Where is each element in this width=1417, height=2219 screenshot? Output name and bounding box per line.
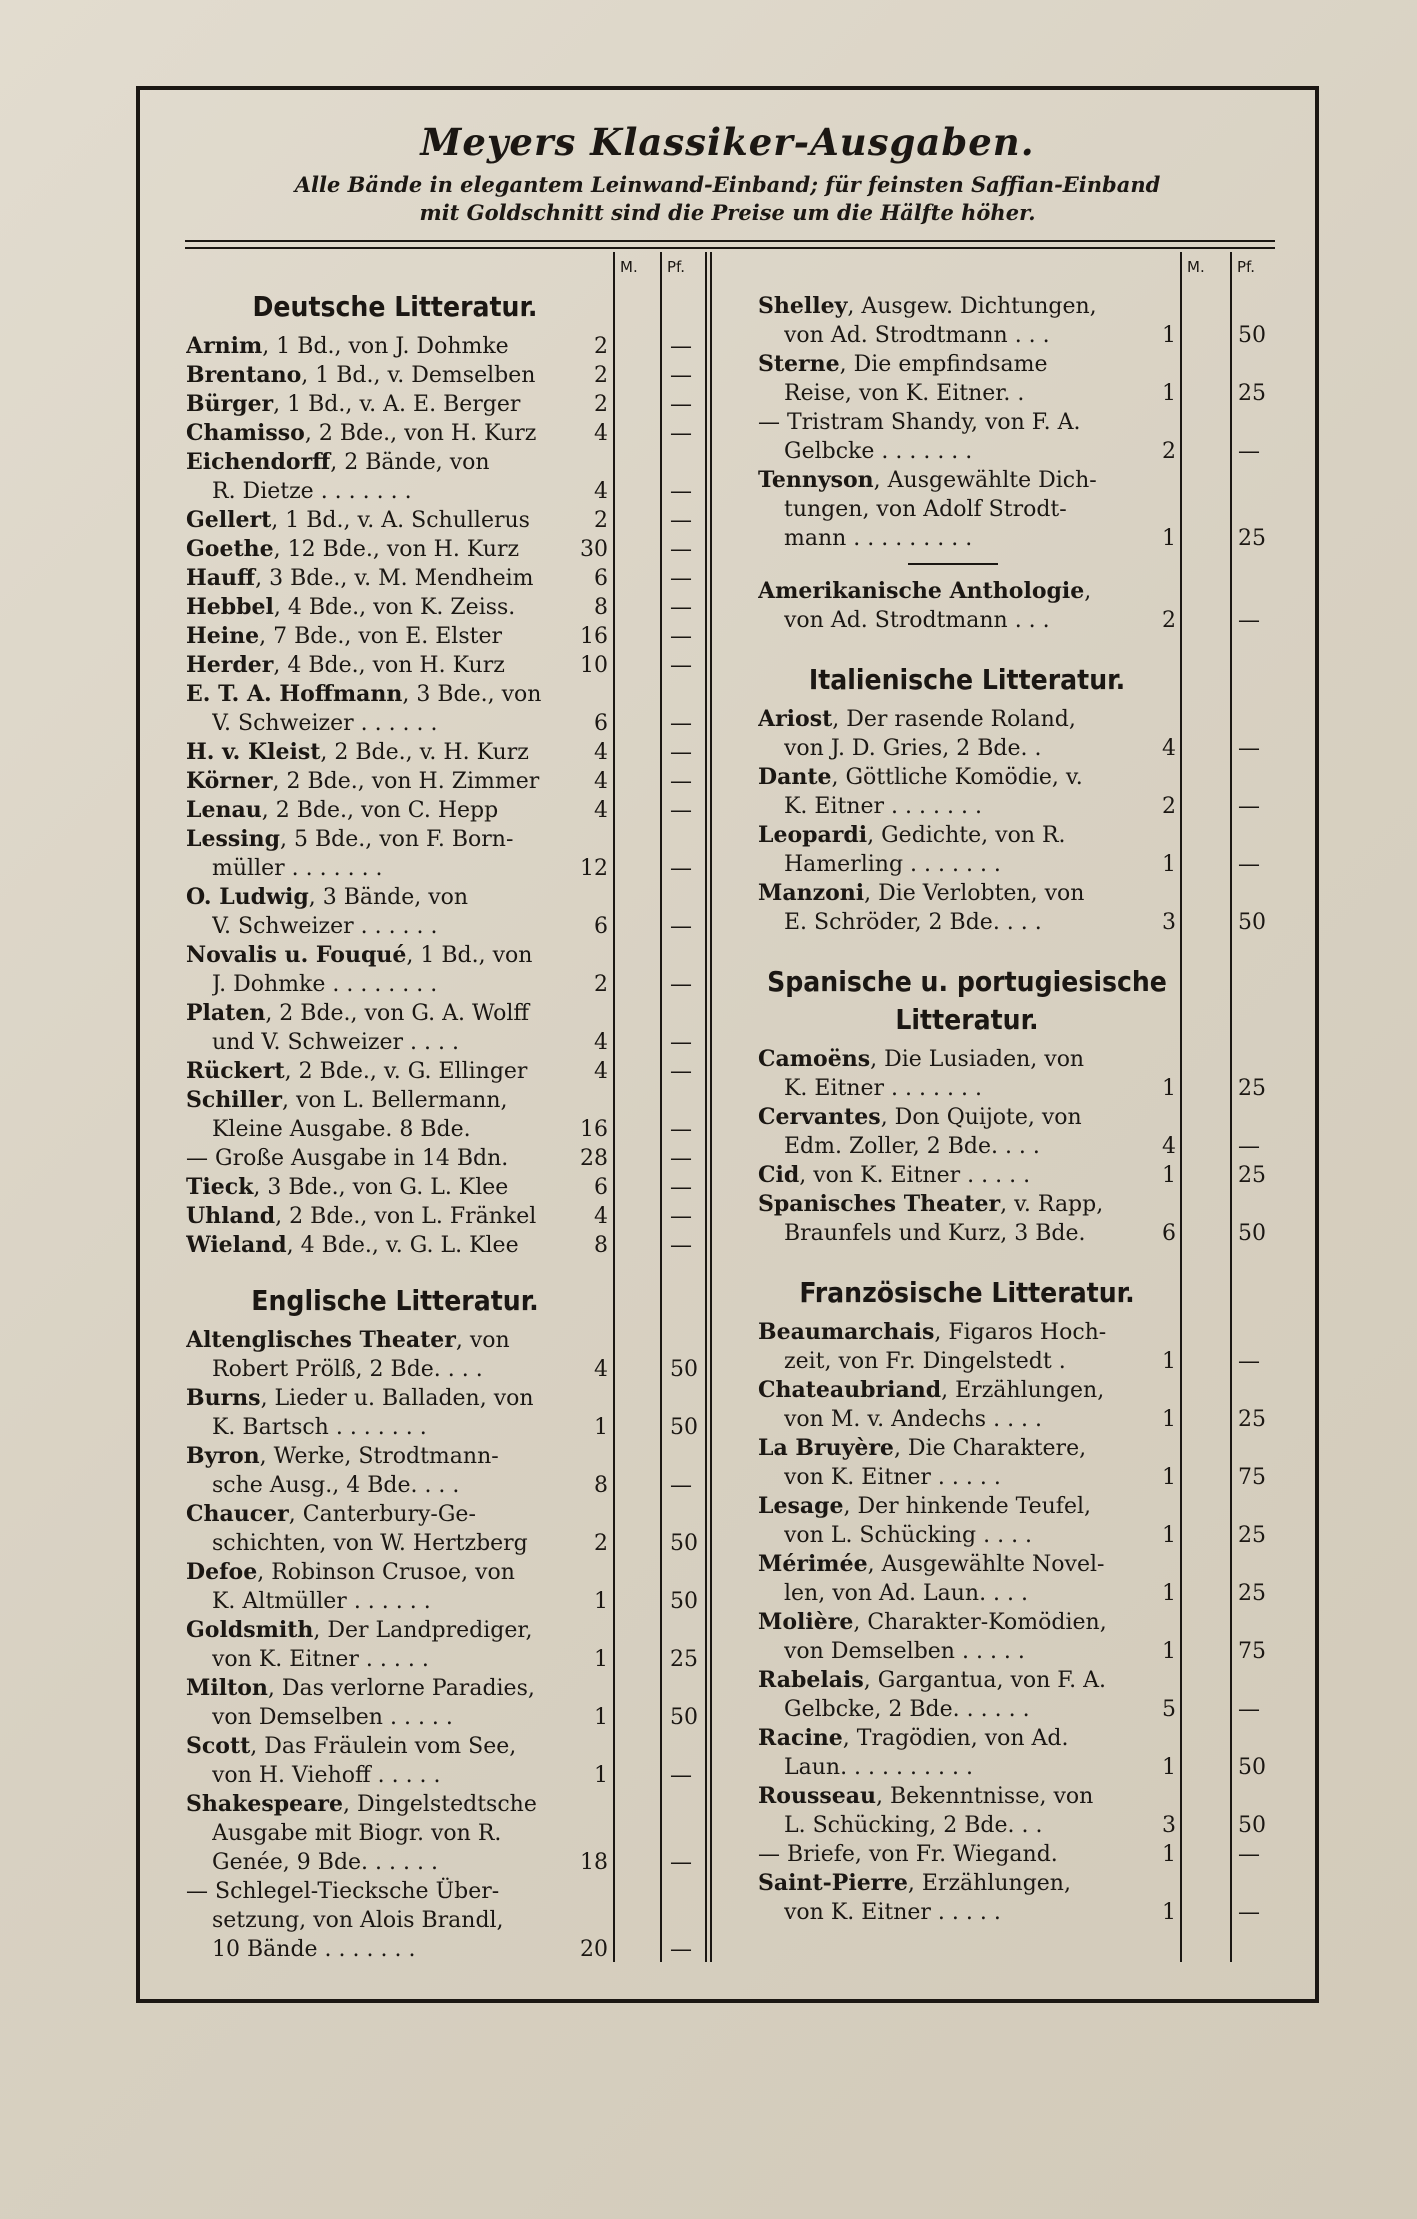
- price-pfennig: —: [670, 798, 692, 823]
- price-pfennig: 25: [1238, 1076, 1266, 1101]
- entry-line: von Ad. Strodtmann . . .: [784, 323, 1050, 348]
- price-marks: 1: [1162, 1407, 1176, 1432]
- entry-line: Hamerling . . . . . . .: [784, 852, 1001, 877]
- price-marks: 8: [594, 1473, 608, 1498]
- entry-line: Tennyson, Ausgewählte Dich-: [758, 467, 1097, 493]
- entry-line: — Briefe, von Fr. Wiegand.: [758, 1842, 1058, 1867]
- price-marks: 1: [594, 1415, 608, 1440]
- column-divider-rule: [710, 252, 712, 1962]
- price-pfennig: —: [670, 595, 692, 620]
- entry-line: K. Eitner . . . . . . .: [784, 1076, 982, 1101]
- entry-line: setzung, von Alois Brandl,: [212, 1908, 504, 1933]
- price-pfennig: 50: [1238, 323, 1266, 348]
- price-pfennig: 50: [1238, 1755, 1266, 1780]
- price-pfennig: —: [670, 334, 692, 359]
- price-marks: 4: [594, 479, 608, 504]
- price-marks: 1: [1162, 1523, 1176, 1548]
- entry-line: L. Schücking, 2 Bde. . .: [784, 1813, 1043, 1838]
- price-pfennig: —: [670, 479, 692, 504]
- entry-line: Rückert, 2 Bde., v. G. Ellinger: [186, 1058, 528, 1084]
- price-marks: 1: [1162, 381, 1176, 406]
- entry-line: zeit, von Fr. Dingelstedt .: [784, 1349, 1066, 1374]
- price-pfennig: —: [1238, 852, 1260, 877]
- price-marks: 1: [1162, 1842, 1176, 1867]
- entry-line: mann . . . . . . . . .: [784, 526, 973, 551]
- price-marks: 1: [1162, 1581, 1176, 1606]
- price-pfennig: 25: [1238, 526, 1266, 551]
- right-mark-header: M.: [1187, 258, 1205, 276]
- price-pfennig: 50: [670, 1415, 698, 1440]
- section-title: Französische Litteratur.: [799, 1276, 1135, 1309]
- price-pfennig: 50: [1238, 1221, 1266, 1246]
- price-marks: 1: [594, 1763, 608, 1788]
- price-marks: 1: [594, 1647, 608, 1672]
- entry-line: J. Dohmke . . . . . . . .: [212, 972, 438, 997]
- entry-line: O. Ludwig, 3 Bände, von: [186, 884, 469, 910]
- price-pfennig: 25: [1238, 1163, 1266, 1188]
- entry-line: Bürger, 1 Bd., v. A. E. Berger: [186, 391, 521, 417]
- entry-line: Chaucer, Canterbury-Ge-: [186, 1501, 476, 1527]
- section-title: Deutsche Litteratur.: [252, 290, 538, 323]
- price-marks: 4: [594, 740, 608, 765]
- entry-line: Schiller, von L. Bellermann,: [186, 1087, 508, 1113]
- entry-line: Tieck, 3 Bde., von G. L. Klee: [186, 1174, 509, 1200]
- price-marks: 8: [594, 595, 608, 620]
- entry-line: von Ad. Strodtmann . . .: [784, 608, 1050, 633]
- price-pfennig: 50: [670, 1531, 698, 1556]
- entry-line: Racine, Tragödien, von Ad.: [758, 1725, 1069, 1751]
- price-marks: 1: [1162, 1163, 1176, 1188]
- price-pfennig: —: [670, 856, 692, 881]
- entry-line: Braunfels und Kurz, 3 Bde.: [784, 1221, 1086, 1246]
- price-marks: 1: [1162, 1465, 1176, 1490]
- entry-line: Edm. Zoller, 2 Bde. . . .: [784, 1134, 1040, 1159]
- price-marks: 4: [594, 1204, 608, 1229]
- price-marks: 1: [1162, 1900, 1176, 1925]
- price-marks: 1: [1162, 1349, 1176, 1374]
- entry-line: und V. Schweizer . . . .: [212, 1030, 459, 1055]
- entry-line: Lessing, 5 Bde., von F. Born-: [186, 826, 514, 852]
- price-pfennig: —: [670, 769, 692, 794]
- entry-line: V. Schweizer . . . . . .: [212, 711, 438, 736]
- price-marks: 1: [1162, 852, 1176, 877]
- price-marks: 4: [594, 1030, 608, 1055]
- entry-line: Wieland, 4 Bde., v. G. L. Klee: [186, 1232, 519, 1258]
- price-pfennig: —: [670, 1473, 692, 1498]
- entry-line: Cid, von K. Eitner . . . . .: [758, 1162, 1031, 1188]
- price-pfennig: —: [670, 1763, 692, 1788]
- entry-line: Molière, Charakter-Komödien,: [758, 1609, 1107, 1635]
- header: [140, 90, 1315, 238]
- entry-line: Mérimée, Ausgewählte Novel-: [758, 1551, 1105, 1577]
- price-marks: 4: [594, 421, 608, 446]
- price-marks: 2: [594, 392, 608, 417]
- price-marks: 6: [594, 711, 608, 736]
- entry-line: len, von Ad. Laun. . . .: [784, 1581, 1029, 1606]
- entry-line: Reise, von K. Eitner. .: [784, 381, 1025, 406]
- entry-line: von Demselben . . . . .: [784, 1639, 1025, 1664]
- entry-line: Herder, 4 Bde., von H. Kurz: [186, 652, 505, 678]
- left-mark-rule: [613, 252, 615, 1962]
- price-pfennig: 50: [1238, 1813, 1266, 1838]
- price-pfennig: —: [670, 566, 692, 591]
- price-marks: 2: [594, 972, 608, 997]
- price-pfennig: —: [1238, 794, 1260, 819]
- price-marks: 20: [580, 1937, 608, 1962]
- price-marks: 2: [594, 1531, 608, 1556]
- entry-line: K. Altmüller . . . . . .: [212, 1589, 431, 1614]
- entry-line: R. Dietze . . . . . . .: [212, 479, 412, 504]
- price-pfennig: 50: [670, 1705, 698, 1730]
- price-pfennig: —: [1238, 1900, 1260, 1925]
- price-pfennig: —: [670, 1117, 692, 1142]
- entry-line: Laun. . . . . . . . . .: [784, 1755, 973, 1780]
- price-pfennig: —: [670, 392, 692, 417]
- price-pfennig: —: [670, 1059, 692, 1084]
- entry-line: Robert Prölß, 2 Bde. . . .: [212, 1357, 483, 1382]
- entry-line: Camoëns, Die Lusiaden, von: [758, 1046, 1085, 1072]
- entry-line: von M. v. Andechs . . . .: [784, 1407, 1043, 1432]
- price-marks: 6: [594, 566, 608, 591]
- price-marks: 6: [594, 914, 608, 939]
- entry-line: Burns, Lieder u. Balladen, von: [186, 1385, 534, 1411]
- price-pfennig: —: [670, 1850, 692, 1875]
- entry-line: — Tristram Shandy, von F. A.: [758, 410, 1081, 435]
- price-pfennig: —: [670, 1233, 692, 1258]
- price-pfennig: —: [670, 914, 692, 939]
- price-marks: 2: [594, 334, 608, 359]
- entry-line: Manzoni, Die Verlobten, von: [758, 880, 1085, 906]
- entry-line: Platen, 2 Bde., von G. A. Wolff: [186, 1000, 530, 1026]
- price-marks: 5: [1162, 1697, 1176, 1722]
- right-pf-rule: [1230, 252, 1232, 1962]
- price-marks: 16: [580, 1117, 608, 1142]
- entry-line: H. v. Kleist, 2 Bde., v. H. Kurz: [186, 739, 529, 765]
- price-pfennig: 75: [1238, 1639, 1266, 1664]
- price-marks: 4: [594, 769, 608, 794]
- price-pfennig: —: [670, 624, 692, 649]
- price-pfennig: —: [1238, 608, 1260, 633]
- entry-line: Rabelais, Gargantua, von F. A.: [758, 1667, 1106, 1693]
- entry-line: Sterne, Die empfindsame: [758, 351, 1048, 377]
- price-marks: 6: [594, 1175, 608, 1200]
- entry-line: Gelbcke, 2 Bde. . . . . .: [784, 1697, 1030, 1722]
- price-marks: 4: [594, 1357, 608, 1382]
- section-title: Englische Litteratur.: [251, 1284, 539, 1317]
- entry-line: Saint-Pierre, Erzählungen,: [758, 1870, 1071, 1896]
- price-pfennig: —: [1238, 1134, 1260, 1159]
- price-marks: 2: [594, 363, 608, 388]
- entry-line: Kleine Ausgabe. 8 Bde.: [212, 1117, 471, 1142]
- price-pfennig: —: [1238, 1697, 1260, 1722]
- entry-line: Heine, 7 Bde., von E. Elster: [186, 623, 503, 649]
- price-marks: 1: [1162, 1755, 1176, 1780]
- entry-line: von L. Schücking . . . .: [784, 1523, 1033, 1548]
- left-mark-header: M.: [620, 258, 638, 276]
- price-marks: 1: [594, 1589, 608, 1614]
- page-title: Meyers Klassiker-Ausgaben.: [420, 120, 1035, 164]
- entry-line: Hauff, 3 Bde., v. M. Mendheim: [186, 565, 534, 591]
- price-pfennig: —: [670, 1937, 692, 1962]
- price-marks: 2: [1162, 439, 1176, 464]
- entry-line: K. Bartsch . . . . . . .: [212, 1415, 427, 1440]
- price-pfennig: —: [670, 653, 692, 678]
- header-rule-top: [185, 240, 1275, 242]
- price-marks: 2: [1162, 608, 1176, 633]
- price-pfennig: —: [1238, 1349, 1260, 1374]
- entry-line: V. Schweizer . . . . . .: [212, 914, 438, 939]
- price-marks: 3: [1162, 910, 1176, 935]
- entry-line: Shelley, Ausgew. Dichtungen,: [758, 293, 1097, 319]
- entry-line: Ariost, Der rasende Roland,: [758, 706, 1076, 732]
- entry-line: Beaumarchais, Figaros Hoch-: [758, 1319, 1107, 1345]
- entry-line: Goethe, 12 Bde., von H. Kurz: [186, 536, 520, 562]
- entry-line: Brentano, 1 Bd., v. Demselben: [186, 362, 536, 388]
- right-mark-rule: [1180, 252, 1182, 1962]
- entry-line: Gelbcke . . . . . . .: [784, 439, 973, 464]
- subtitle-line-1: Alle Bände in elegantem Leinwand-Einband; für feinsten Saffian-Einband: [294, 172, 1161, 197]
- price-pfennig: —: [670, 537, 692, 562]
- price-pfennig: —: [1238, 1842, 1260, 1867]
- entry-line: von Demselben . . . . .: [212, 1705, 453, 1730]
- price-marks: 30: [580, 537, 608, 562]
- entry-line: tungen, von Adolf Strodt-: [784, 497, 1067, 522]
- entry-line: Defoe, Robinson Crusoe, von: [186, 1559, 515, 1585]
- price-pfennig: —: [1238, 439, 1260, 464]
- entry-line: Dante, Göttliche Komödie, v.: [758, 764, 1083, 790]
- short-rule: [908, 563, 998, 565]
- entry-line: E. T. A. Hoffmann, 3 Bde., von: [186, 681, 542, 707]
- entry-line: von K. Eitner . . . . .: [784, 1465, 1001, 1490]
- price-pfennig: 50: [1238, 910, 1266, 935]
- price-pfennig: 50: [670, 1589, 698, 1614]
- section-title: Litteratur.: [895, 1003, 1039, 1036]
- entry-line: Milton, Das verlorne Paradies,: [186, 1675, 535, 1701]
- subtitle-line-2: mit Goldschnitt sind die Preise um die Hälfte höher.: [419, 200, 1036, 225]
- price-list-frame: [136, 86, 1319, 2003]
- entry-line: Novalis u. Fouqué, 1 Bd., von: [186, 942, 533, 968]
- entry-line: 10 Bände . . . . . . .: [212, 1937, 416, 1962]
- price-pfennig: 25: [1238, 381, 1266, 406]
- entry-line: Uhland, 2 Bde., von L. Fränkel: [186, 1203, 537, 1229]
- price-marks: 18: [580, 1850, 608, 1875]
- entry-line: schichten, von W. Hertzberg: [212, 1531, 528, 1556]
- price-pfennig: 25: [1238, 1523, 1266, 1548]
- section-title: Italienische Litteratur.: [808, 663, 1126, 696]
- entry-line: Genée, 9 Bde. . . . . .: [212, 1850, 438, 1875]
- entry-line: sche Ausg., 4 Bde. . . .: [212, 1473, 460, 1498]
- price-pfennig: 50: [670, 1357, 698, 1382]
- entry-line: Körner, 2 Bde., von H. Zimmer: [186, 768, 540, 794]
- price-marks: 4: [594, 1059, 608, 1084]
- price-marks: 28: [580, 1146, 608, 1171]
- price-pfennig: —: [1238, 736, 1260, 761]
- price-marks: 4: [1162, 1134, 1176, 1159]
- entry-line: Shakespeare, Dingelstedtsche: [186, 1791, 537, 1817]
- price-marks: 1: [1162, 526, 1176, 551]
- price-marks: 10: [580, 653, 608, 678]
- entry-line: Eichendorff, 2 Bände, von: [186, 449, 490, 475]
- entry-line: von K. Eitner . . . . .: [784, 1900, 1001, 1925]
- entry-line: — Schlegel-Tiecksche Über-: [186, 1879, 500, 1904]
- left-pf-rule: [660, 252, 662, 1962]
- entry-line: Chamisso, 2 Bde., von H. Kurz: [186, 420, 537, 446]
- price-marks: 12: [580, 856, 608, 881]
- entry-line: Byron, Werke, Strodtmann-: [186, 1443, 499, 1469]
- price-pfennig: —: [670, 1030, 692, 1055]
- price-pfennig: 75: [1238, 1465, 1266, 1490]
- entry-line: Lenau, 2 Bde., von C. Hepp: [186, 797, 499, 823]
- entry-line: Lesage, Der hinkende Teufel,: [758, 1493, 1091, 1519]
- entry-line: La Bruyère, Die Charaktere,: [758, 1435, 1087, 1461]
- price-pfennig: —: [670, 740, 692, 765]
- price-pfennig: —: [670, 1204, 692, 1229]
- entry-line: Rousseau, Bekenntnisse, von: [758, 1783, 1094, 1809]
- price-marks: 16: [580, 624, 608, 649]
- entry-line: Ausgabe mit Biogr. von R.: [212, 1821, 502, 1846]
- entry-line: Amerikanische Anthologie,: [758, 578, 1092, 604]
- entry-line: von H. Viehoff . . . . .: [212, 1763, 441, 1788]
- price-pfennig: —: [670, 363, 692, 388]
- left-pf-header: Pf.: [667, 258, 686, 276]
- price-marks: 4: [594, 798, 608, 823]
- entry-line: — Große Ausgabe in 14 Bdn.: [186, 1146, 509, 1171]
- price-marks: 3: [1162, 1813, 1176, 1838]
- entry-line: Arnim, 1 Bd., von J. Dohmke: [186, 333, 509, 359]
- entry-line: Cervantes, Don Quijote, von: [758, 1104, 1082, 1130]
- price-pfennig: 25: [1238, 1581, 1266, 1606]
- price-pfennig: —: [670, 972, 692, 997]
- entry-line: Goldsmith, Der Landprediger,: [186, 1617, 533, 1643]
- entry-line: Hebbel, 4 Bde., von K. Zeiss.: [186, 594, 516, 620]
- price-marks: 4: [1162, 736, 1176, 761]
- price-pfennig: —: [670, 508, 692, 533]
- entry-line: Chateaubriand, Erzählungen,: [758, 1377, 1105, 1403]
- entry-line: E. Schröder, 2 Bde. . . .: [784, 910, 1042, 935]
- price-marks: 2: [594, 508, 608, 533]
- header-rule-bottom: [185, 247, 1275, 249]
- price-marks: 1: [1162, 1076, 1176, 1101]
- price-pfennig: —: [670, 711, 692, 736]
- price-pfennig: 25: [1238, 1407, 1266, 1432]
- price-marks: 8: [594, 1233, 608, 1258]
- price-marks: 1: [1162, 1639, 1176, 1664]
- entry-line: Spanisches Theater, v. Rapp,: [758, 1191, 1104, 1217]
- price-marks: 1: [594, 1705, 608, 1730]
- section-title: Spanische u. portugiesische: [767, 965, 1167, 998]
- entry-line: Altenglisches Theater, von: [186, 1327, 510, 1353]
- entry-line: von J. D. Gries, 2 Bde. .: [784, 736, 1042, 761]
- price-pfennig: —: [670, 1146, 692, 1171]
- entry-line: von K. Eitner . . . . .: [212, 1647, 429, 1672]
- price-marks: 6: [1162, 1221, 1176, 1246]
- entry-line: müller . . . . . . .: [212, 856, 383, 881]
- price-marks: 2: [1162, 794, 1176, 819]
- right-pf-header: Pf.: [1237, 258, 1256, 276]
- price-pfennig: —: [670, 421, 692, 446]
- price-pfennig: 25: [670, 1647, 698, 1672]
- price-pfennig: —: [670, 1175, 692, 1200]
- entry-line: Scott, Das Fräulein vom See,: [186, 1733, 517, 1759]
- entry-line: K. Eitner . . . . . . .: [784, 794, 982, 819]
- entry-line: Gellert, 1 Bd., v. A. Schullerus: [186, 507, 530, 533]
- entry-line: Leopardi, Gedichte, von R.: [758, 822, 1066, 848]
- price-marks: 1: [1162, 323, 1176, 348]
